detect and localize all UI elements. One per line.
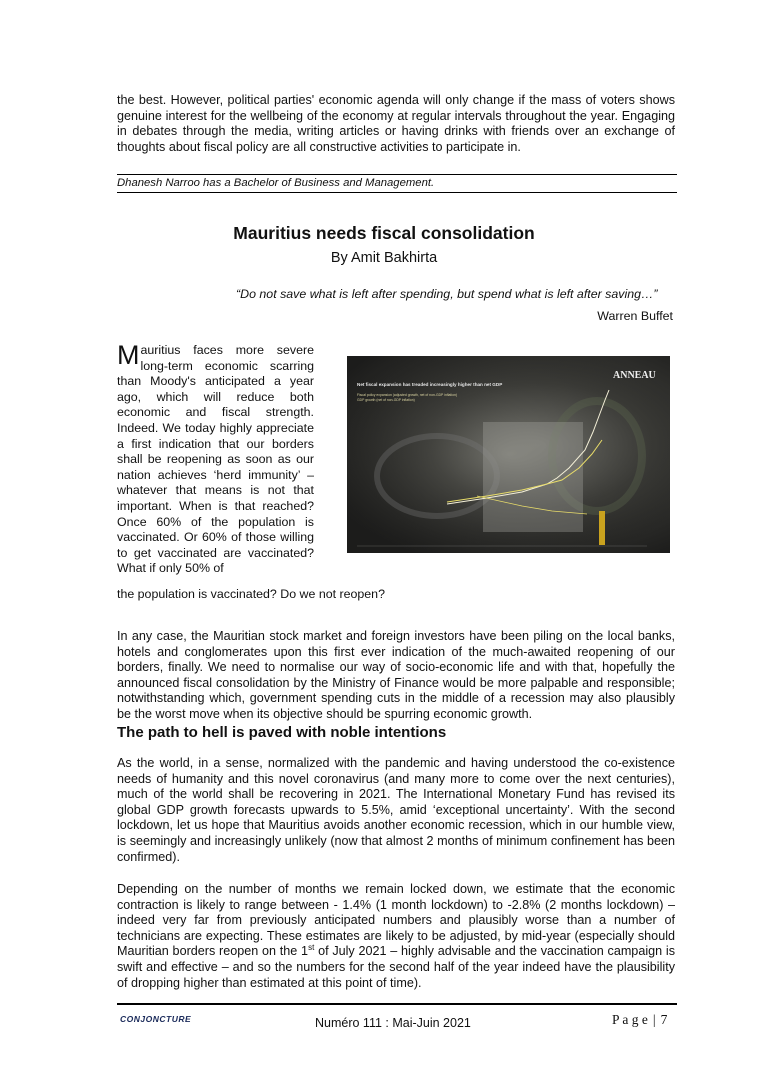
paragraph-4 xyxy=(117,882,675,991)
article-figure xyxy=(347,356,670,553)
conjoncture-logo: CONJONCTURE xyxy=(120,1014,192,1024)
paragraph-2: In any case, the Mauritian stock market and foreign investors have been piling on the local banks, hotels and conglomerates upon this first ever indication of the much-awaited reopening of our borders, finally. We need to normalise our way of socio-economic life and with that, hopefully the announced fiscal consolidation by the Ministry of Finance would be more palpable and responsible; notwithstanding which, government spending cuts in the middle of a recession may also plausibly be the worst move when its objective should be spurring economic growth. xyxy=(117,629,675,721)
chart-end-marker xyxy=(599,511,605,545)
drop-cap: M xyxy=(117,340,140,370)
figure-brand: ANNEAU xyxy=(613,370,656,381)
paragraph-4-text-b: of July 2021 – highly advisable and the vaccination campaign is swift and effective – and so the numbers for the second half of the year indeed have the plausibility of dropping higher than estimated at this point of time). xyxy=(117,944,675,990)
lead-paragraph-text: auritius faces more severe long-term economic scarring than Moody's anticipated a year ago, which will reduce both economic and fiscal strength. Indeed. We today highly appreciate a first indication that our borders shall be reopening as soon as our nation achieves ‘herd immunity’ – whatever that means is not that important. When is that reached? Once 60% of the population is vaccinated. Or 60% of those willing to get vaccinated are vaccinated? What if only 50% of xyxy=(117,343,314,576)
figure-chart-title: Net fiscal expansion has treaded increasingly higher than net GDP xyxy=(357,382,503,387)
article-title: Mauritius needs fiscal consolidation xyxy=(233,223,535,243)
intro-paragraph: the best. However, political parties' economic agenda will only change if the mass of voters shows genuine interest for the wellbeing of the economy at regular intervals throughout the year. Engaging in debates through the media, writing articles or having drinks with friends over an exchange of thoughts about fiscal policy are all constructive activities to participate in. xyxy=(117,93,675,154)
epigraph-author: Warren Buffet xyxy=(597,309,673,323)
article-author: By Amit Bakhirta xyxy=(330,250,438,266)
figure-legend-1: Fiscal policy expansion (adjusted growth, net of non-GDP inflation) xyxy=(357,393,458,397)
lead-paragraph-tail: the population is vaccinated? Do we not reopen? xyxy=(117,587,385,601)
epigraph-quote: “Do not save what is left after spending, but spend what is left after saving…” xyxy=(236,287,658,301)
previous-author-byline: Dhanesh Narroo has a Bachelor of Business and Management. xyxy=(117,177,435,189)
paragraph-4-text-a: Depending on the number of months we remain locked down, we estimate that the economic contraction is likely to range between - 1.4% (1 month lockdown) to -2.8% (2 months lockdown) – indeed very far from previously anticipated numbers and plausibly worse than a number of technicians are expecting. These estimates are likely to be adjusted, by mid-year (especially should Mauritian borders reopen on the 1 xyxy=(117,882,675,959)
chart-highlight-region xyxy=(483,422,583,532)
issue-label: Numéro 111 : Mai-Juin 2021 xyxy=(315,1016,471,1030)
lead-paragraph xyxy=(117,340,314,577)
section-subheading: The path to hell is paved with noble intentions xyxy=(117,724,447,741)
byline-bottom-rule xyxy=(117,192,677,193)
footer-rule xyxy=(117,1003,677,1005)
paragraph-4-superscript: st xyxy=(308,943,315,953)
figure-legend-2: GDP growth (net of non-GDP inflation) xyxy=(357,398,415,402)
byline-top-rule xyxy=(117,174,677,175)
paragraph-3: As the world, in a sense, normalized with the pandemic and having understood the co-existence needs of humanity and this novel coronavirus (and many more to come over the next centuries), much of the world shall be recovering in 2021. The International Monetary Fund has revised its global GDP growth forecasts upwards to 5.5%, amid ‘exceptional uncertainty’. With the second lockdown, let us hope that Mauritius avoids another economic recession, which in our humble view, is seemingly and increasingly unlikely (now that almost 2 months of minimum confinement has been confirmed). xyxy=(117,756,675,864)
figure-chart-graphic xyxy=(347,356,670,553)
page-label: P a g e xyxy=(612,1012,648,1027)
page-number-value: 7 xyxy=(660,1012,668,1027)
page-number: P a g e | 7 xyxy=(612,1012,668,1027)
